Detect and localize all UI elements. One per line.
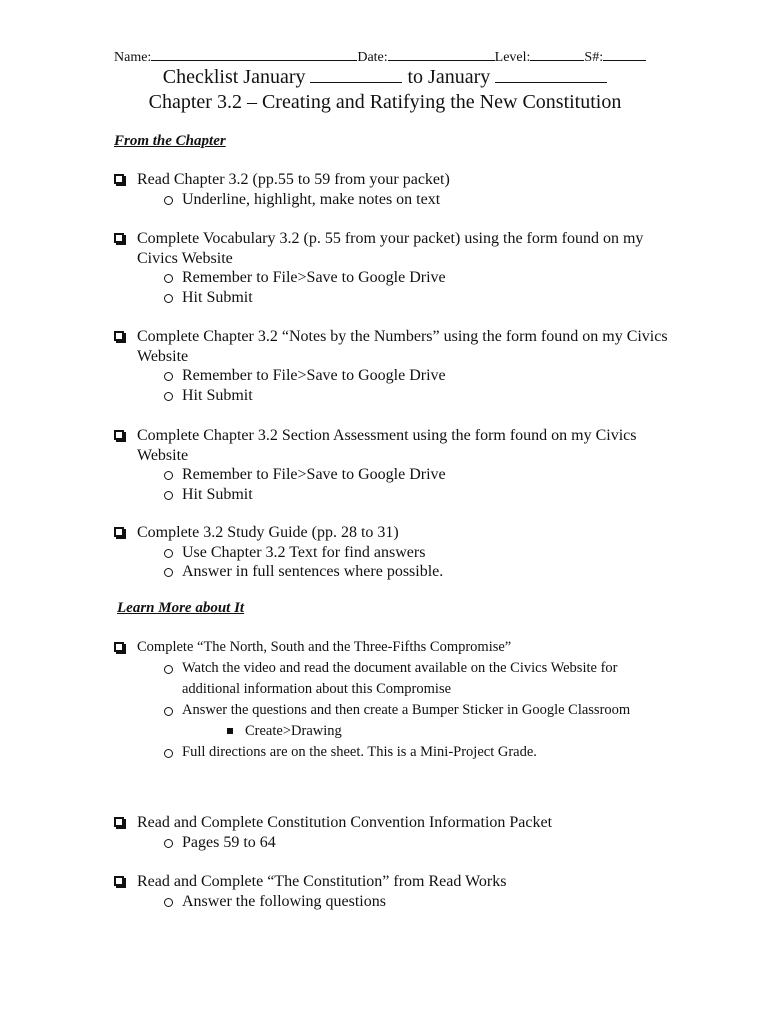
checkbox[interactable] [114,233,124,243]
task-text: Complete 3.2 Study Guide (pp. 28 to 31) [137,524,399,541]
level-label: Level: [494,50,531,65]
subitem-text: Answer in full sentences where possible. [182,563,444,581]
subitem-text: Remember to File>Save to Google Drive [182,367,446,385]
circle-bullet-icon [164,294,173,303]
subitem [164,543,674,563]
circle-bullet-icon [164,707,173,716]
checkbox[interactable] [114,430,124,440]
task-subitems [164,190,674,210]
subitem-text: Underline, highlight, make notes on text [182,190,441,208]
subitem-text: Answer the following questions [182,892,386,910]
task-subitems [164,366,674,405]
subitem [164,562,674,582]
checkbox[interactable] [114,527,124,537]
checklist-title [0,66,770,89]
task-subitems [164,268,674,307]
snum-blank [603,48,646,61]
task-convention-packet [114,813,674,852]
end-date-blank [495,66,607,83]
task-text: Complete Vocabulary 3.2 (p. 55 from your packet) using the form found on my Civics Website [137,230,644,267]
subitem [164,485,674,505]
circle-bullet-icon [164,274,173,283]
task-text: Read and Complete “The Constitution” from Read Works [137,873,507,890]
subitem-text: Remember to File>Save to Google Drive [182,466,446,484]
subitem [164,833,674,853]
checkbox[interactable] [114,174,124,184]
circle-bullet-icon [164,372,173,381]
subitem [164,366,674,386]
task-read-works [114,872,674,911]
task-subitems [164,892,674,912]
task-read-chapter [114,170,674,209]
circle-bullet-icon [164,749,173,758]
subitem [164,892,674,912]
subitem-text: Hit Submit [182,485,253,503]
subitem [164,268,674,288]
name-blank [151,48,357,61]
subitem-text: Full directions are on the sheet. This is a Mini-Project Grade. [182,744,537,760]
task-text: Read Chapter 3.2 (pp.55 to 59 from your packet) [137,171,450,188]
circle-bullet-icon [164,898,173,907]
section-from-chapter: From the Chapter [114,133,226,149]
task-study-guide [114,523,674,582]
task-text: Complete Chapter 3.2 “Notes by the Numbers” using the form found on my Civics Website [137,328,668,365]
task-section-assessment [114,426,674,504]
checkbox[interactable] [114,642,124,652]
circle-bullet-icon [164,568,173,577]
subitem [164,658,634,700]
task-subsubitems [227,721,634,742]
subitem-text: Hit Submit [182,386,253,404]
task-subitems [164,465,674,504]
circle-bullet-icon [164,491,173,500]
start-date-blank [310,66,402,83]
task-subitems [164,833,674,853]
subitem-text: Watch the video and read the document available on the Civics Website for additional information about this Compromise [182,660,618,697]
snum-label: S#: [584,50,604,65]
subsubitem-text: Create>Drawing [245,723,342,739]
square-bullet-icon [227,728,233,734]
task-text: Read and Complete Constitution Convention Information Packet [137,814,553,831]
circle-bullet-icon [164,471,173,480]
subitem [164,742,634,763]
circle-bullet-icon [164,196,173,205]
subitem [164,288,674,308]
title-part1: Checklist January [162,66,306,88]
chapter-title: Chapter 3.2 – Creating and Ratifying the New Constitution [148,91,622,113]
date-label: Date: [357,50,388,65]
subitem-text: Use Chapter 3.2 Text for find answers [182,543,426,561]
name-label: Name: [114,50,152,65]
task-text: Complete “The North, South and the Three-Fifths Compromise” [137,639,512,655]
task-subitems [164,543,674,582]
header-fields [114,48,646,66]
date-blank [388,48,495,61]
subitem [164,465,674,485]
section-learn-more: Learn More about It [117,600,245,616]
checkbox[interactable] [114,817,124,827]
task-three-fifths [114,637,674,763]
task-text: Complete Chapter 3.2 Section Assessment using the form found on my Civics Website [137,427,637,464]
subitem-text: Remember to File>Save to Google Drive [182,269,446,287]
subitem [164,190,674,210]
task-notes-by-numbers [114,327,674,405]
subitem-text: Pages 59 to 64 [182,833,276,851]
subitem-text: Hit Submit [182,288,253,306]
task-subitems [164,658,634,763]
circle-bullet-icon [164,392,173,401]
subitem [164,386,674,406]
circle-bullet-icon [164,665,173,674]
subitem [164,700,634,742]
circle-bullet-icon [164,549,173,558]
task-vocabulary [114,229,674,307]
checkbox[interactable] [114,331,124,341]
subsubitem [227,721,634,742]
subitem-text: Answer the questions and then create a Bumper Sticker in Google Classroom [182,702,631,718]
circle-bullet-icon [164,839,173,848]
title-part2: to January [407,66,491,88]
level-blank [530,48,584,61]
checkbox[interactable] [114,876,124,886]
